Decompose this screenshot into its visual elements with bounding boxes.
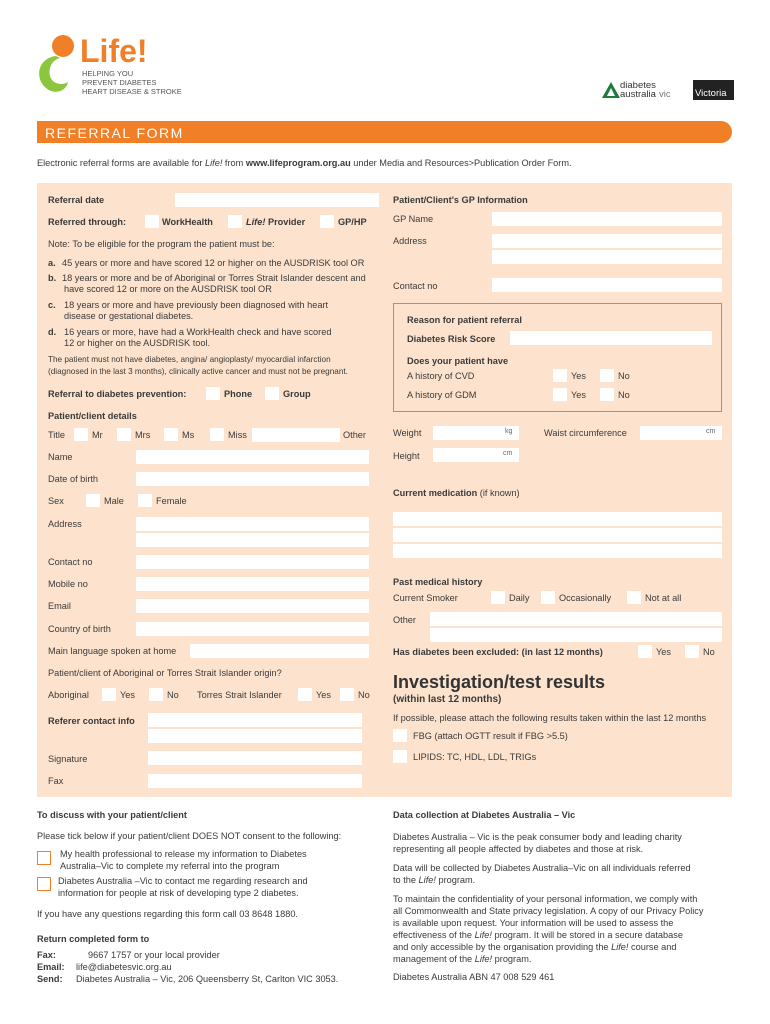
criterion-b2: have scored 12 or more on the AUSDRISK tool OR [64, 284, 272, 294]
eligibility-note: Note: To be eligible for the program the patient must be: [48, 239, 275, 249]
pmh-other-field-2[interactable] [430, 628, 722, 642]
return-fax-value: 9667 1757 or your local provider [88, 950, 220, 960]
cvd-no-label: No [618, 371, 630, 381]
tsi-yes-checkbox[interactable] [298, 688, 312, 701]
tsi-yes-label: Yes [316, 690, 331, 700]
partner-vic: vic [659, 89, 671, 100]
female-checkbox[interactable] [138, 494, 152, 507]
logo-tagline-3: HEART DISEASE & STROKE [82, 87, 182, 96]
life-provider-label [246, 217, 305, 228]
investigation-subtitle: (within last 12 months) [393, 694, 502, 705]
dc-p2b-post: program. [435, 875, 476, 885]
dc-p2b-life: Life! [418, 875, 436, 885]
gdm-no-checkbox[interactable] [600, 388, 614, 401]
referer-field-1[interactable] [148, 713, 362, 727]
criterion-d2: 12 or higher on the AUSDRISK tool. [64, 338, 211, 348]
aboriginal-label: Aboriginal [48, 690, 89, 700]
miss-checkbox[interactable] [210, 428, 224, 441]
email-label: Email [48, 601, 71, 611]
life-brand: Life! [80, 33, 148, 69]
smoker-occasionally-checkbox[interactable] [541, 591, 555, 604]
gdm-no-label: No [618, 390, 630, 400]
height-label: Height [393, 451, 420, 461]
intro-mid: from [222, 158, 246, 168]
height-cm-unit: cm [503, 450, 513, 457]
waist-label: Waist circumference [544, 428, 627, 438]
dc-p1b: representing all people affected by diabetes and those at risk. [393, 844, 644, 854]
fax-label: Fax [48, 776, 64, 786]
dc-p3f-pre: management of the [393, 954, 475, 964]
medication-label [393, 488, 520, 499]
dc-p3e-post: course and [628, 942, 677, 952]
lipids-checkbox[interactable] [393, 750, 407, 763]
gp-address-field-2[interactable] [492, 250, 722, 264]
gdm-label: A history of GDM [407, 390, 477, 400]
smoker-not-at-all-checkbox[interactable] [627, 591, 641, 604]
return-send-label: Send: [37, 974, 63, 984]
signature-label: Signature [48, 754, 88, 764]
criterion-c2: disease or gestational diabetes. [64, 311, 194, 321]
language-label: Main language spoken at home [48, 646, 177, 656]
prevention-label: Referral to diabetes prevention: [48, 389, 187, 399]
name-field[interactable] [136, 450, 369, 464]
medication-field-3[interactable] [393, 544, 722, 558]
address-field-2[interactable] [136, 533, 369, 547]
questions-text: If you have any questions regarding this form call 03 8648 1880. [37, 909, 298, 919]
pmh-other-label: Other [393, 615, 416, 625]
criterion-d1: 16 years or more, have had a WorkHealth check and have scored [64, 327, 332, 337]
title-label: Title [48, 430, 66, 440]
return-email-label: Email: [37, 962, 65, 972]
partner-australia: australia [620, 89, 656, 100]
group-label: Group [283, 389, 311, 399]
other-title-field[interactable] [252, 428, 340, 442]
ms-label: Ms [182, 430, 195, 440]
mobile-field[interactable] [136, 577, 369, 591]
dc-p3e-life: Life! [611, 942, 629, 952]
mobile-label: Mobile no [48, 579, 88, 589]
workhealth-checkbox[interactable] [145, 215, 159, 228]
gdm-yes-label: Yes [571, 390, 586, 400]
criterion-a-letter: a. [48, 258, 56, 268]
dc-p3d [393, 930, 683, 941]
country-label: Country of birth [48, 624, 111, 634]
gdm-yes-checkbox[interactable] [553, 388, 567, 401]
details-heading: Patient/client details [48, 411, 137, 421]
gp-name-field[interactable] [492, 212, 722, 226]
excluded-yes-label: Yes [656, 647, 671, 657]
group-checkbox[interactable] [265, 387, 279, 400]
workhealth-label: WorkHealth [162, 217, 213, 227]
excluded-no-label: No [703, 647, 715, 657]
mr-label: Mr [92, 430, 103, 440]
intro-post: under Media and Resources>Publication Order Form. [350, 158, 572, 168]
address-field-1[interactable] [136, 517, 369, 531]
reason-heading: Reason for patient referral [407, 315, 522, 325]
contact-label: Contact no [48, 557, 93, 567]
gp-address-label: Address [393, 236, 427, 246]
aboriginal-no-label: No [167, 690, 179, 700]
medication-field-2[interactable] [393, 528, 722, 542]
excluded-yes-checkbox[interactable] [638, 645, 652, 658]
cvd-no-checkbox[interactable] [600, 369, 614, 382]
email-field[interactable] [136, 599, 369, 613]
other-title-label: Other [343, 430, 366, 440]
intro-text [37, 158, 572, 169]
excluded-no-checkbox[interactable] [685, 645, 699, 658]
life-logo-icon [36, 34, 78, 96]
consent-contact-checkbox[interactable] [37, 877, 51, 891]
diabetes-australia-vic-logo [602, 80, 682, 100]
smoker-not-at-all-label: Not at all [645, 593, 682, 603]
dc-p2a: Data will be collected by Diabetes Australia–Vic on all individuals referred [393, 863, 691, 873]
life-provider-provider: Provider [265, 217, 306, 227]
dc-p3f-post: program. [492, 954, 532, 964]
referral-date-field[interactable] [175, 193, 379, 207]
dc-p3d-pre: effectiveness of the [393, 930, 475, 940]
intro-pre: Electronic referral forms are available for [37, 158, 205, 168]
weight-label: Weight [393, 428, 422, 438]
female-label: Female [156, 496, 187, 506]
dc-p3f-life: Life! [474, 954, 493, 964]
tsi-label: Torres Strait Islander [197, 690, 282, 700]
mr-checkbox[interactable] [74, 428, 88, 441]
contact-field[interactable] [136, 555, 369, 569]
dc-p2b-pre: to the [393, 875, 419, 885]
dc-p3d-post: program. It will be stored in a secure database [491, 930, 683, 940]
partner-diabetes: diabetes [620, 80, 656, 91]
miss-label: Miss [228, 430, 247, 440]
exclusion-2: (diagnosed in the last 3 months), clinically active cancer and must not be pregnant. [48, 367, 348, 376]
mrs-label: Mrs [135, 430, 151, 440]
dc-p3d-life: Life! [474, 930, 492, 940]
risk-score-field[interactable] [510, 331, 712, 345]
discuss-heading: To discuss with your patient/client [37, 810, 187, 820]
pmh-other-field-1[interactable] [430, 612, 722, 626]
phone-checkbox[interactable] [206, 387, 220, 400]
dc-p3e-pre: and only accessible by the organisation providing the [393, 942, 612, 952]
dc-p3b: all Commonwealth and State privacy legislation. A copy of our Privacy Policy [393, 906, 704, 916]
male-label: Male [104, 496, 124, 506]
medication-field-1[interactable] [393, 512, 722, 526]
referer-label: Referer contact info [48, 716, 135, 726]
tsi-no-label: No [358, 690, 370, 700]
aboriginal-yes-label: Yes [120, 690, 135, 700]
gp-address-field-1[interactable] [492, 234, 722, 248]
intro-url[interactable]: www.lifeprogram.org.au [245, 158, 351, 168]
medication-rest: (if known) [477, 488, 520, 498]
life-logo [36, 34, 186, 98]
dob-label: Date of birth [48, 474, 99, 484]
gphp-checkbox[interactable] [320, 215, 334, 228]
victoria-logo [693, 80, 734, 100]
fax-field[interactable] [148, 774, 362, 788]
investigation-title: Investigation/test results [393, 672, 606, 692]
dc-p3a: To maintain the confidentiality of your personal information, we comply with [393, 894, 698, 904]
origin-question: Patient/client of Aboriginal or Torres Strait Islander origin? [48, 668, 282, 678]
pmh-heading: Past medical history [393, 577, 483, 587]
gp-contact-label: Contact no [393, 281, 438, 291]
dc-p3c: is available upon request. Your information will be used to assess the [393, 918, 674, 928]
page-title: REFERRAL FORM [45, 125, 184, 141]
cvd-yes-label: Yes [571, 371, 586, 381]
language-field[interactable] [190, 644, 369, 658]
dc-p3f [393, 954, 531, 965]
consent-contact-1: Diabetes Australia –Vic to contact me regarding research and [58, 876, 308, 886]
data-collection-heading: Data collection at Diabetes Australia – Vic [393, 810, 576, 820]
victoria-text: Victoria [695, 88, 727, 99]
mrs-checkbox[interactable] [117, 428, 131, 441]
country-field[interactable] [136, 622, 369, 636]
logo-tagline-2: PREVENT DIABETES [82, 78, 157, 87]
dc-p2b [393, 875, 475, 886]
consent-contact-2: information for people at risk of developing type 2 diabetes. [58, 888, 299, 898]
criterion-c-letter: c. [48, 300, 56, 310]
kg-unit: kg [505, 428, 513, 435]
male-checkbox[interactable] [86, 494, 100, 507]
aboriginal-yes-checkbox[interactable] [102, 688, 116, 701]
gphp-label: GP/HP [338, 217, 367, 227]
sex-label: Sex [48, 496, 64, 506]
return-send-value: Diabetes Australia – Vic, 206 Queensberry St, Carlton VIC 3053. [76, 974, 339, 984]
fbg-label: FBG (attach OGTT result if FBG >5.5) [413, 731, 568, 741]
waist-cm-unit: cm [706, 428, 716, 435]
gp-heading: Patient/Client's GP Information [393, 195, 528, 205]
gp-contact-field[interactable] [492, 278, 722, 292]
excluded-label: Has diabetes been excluded: (in last 12 months) [393, 647, 603, 657]
cvd-yes-checkbox[interactable] [553, 369, 567, 382]
phone-label: Phone [224, 389, 253, 399]
criterion-d-letter: d. [48, 327, 57, 337]
life-provider-life: Life! [246, 217, 266, 227]
smoker-occasionally-label: Occasionally [559, 593, 612, 603]
referer-field-2[interactable] [148, 729, 362, 743]
lipids-label: LIPIDS: TC, HDL, LDL, TRIGs [413, 752, 537, 762]
criterion-b1: 18 years or more and be of Aboriginal or Torres Strait Islander descent and [62, 273, 366, 283]
gp-name-label: GP Name [393, 214, 434, 224]
signature-field[interactable] [148, 751, 362, 765]
cvd-label: A history of CVD [407, 371, 475, 381]
address-label: Address [48, 519, 82, 529]
consent-instruction: Please tick below if your patient/client DOES NOT consent to the following: [37, 831, 342, 841]
exclusion-1: The patient must not have diabetes, angina/ angioplasty/ myocardial infarction [48, 355, 331, 364]
consent-release-2: Australia–Vic to complete my referral into the program [60, 861, 280, 871]
smoker-daily-checkbox[interactable] [491, 591, 505, 604]
referred-through-label: Referred through: [48, 217, 127, 227]
criterion-c1: 18 years or more and have previously been diagnosed with heart [64, 300, 329, 310]
intro-life: Life! [205, 158, 223, 168]
title-bar [37, 121, 732, 143]
dob-field[interactable] [136, 472, 369, 486]
smoker-daily-label: Daily [509, 593, 530, 603]
return-fax-label: Fax: [37, 950, 56, 960]
investigation-note: If possible, please attach the following results taken within the last 12 months [393, 713, 707, 723]
does-have-label: Does your patient have [407, 356, 509, 366]
criterion-a: 45 years or more and have scored 12 or higher on the AUSDRISK tool OR [62, 258, 365, 268]
name-label: Name [48, 452, 73, 462]
risk-score-label: Diabetes Risk Score [407, 334, 496, 344]
criterion-b-letter: b. [48, 273, 57, 283]
consent-release-1: My health professional to release my information to Diabetes [60, 849, 307, 859]
return-heading: Return completed form to [37, 934, 150, 944]
fbg-checkbox[interactable] [393, 729, 407, 742]
return-email-value[interactable]: life@diabetesvic.org.au [76, 962, 172, 972]
abn-text: Diabetes Australia ABN 47 008 529 461 [393, 972, 555, 982]
aboriginal-no-checkbox[interactable] [149, 688, 163, 701]
tsi-no-checkbox[interactable] [340, 688, 354, 701]
consent-release-checkbox[interactable] [37, 851, 51, 865]
dc-p1a: Diabetes Australia – Vic is the peak consumer body and leading charity [393, 832, 682, 842]
referral-date-label: Referral date [48, 195, 105, 205]
dc-p3e [393, 942, 676, 953]
life-provider-checkbox[interactable] [228, 215, 242, 228]
smoker-label: Current Smoker [393, 593, 458, 603]
triangle-logo-icon [602, 82, 620, 98]
logo-tagline-1: HELPING YOU [82, 69, 134, 78]
ms-checkbox[interactable] [164, 428, 178, 441]
medication-bold: Current medication [393, 488, 478, 498]
